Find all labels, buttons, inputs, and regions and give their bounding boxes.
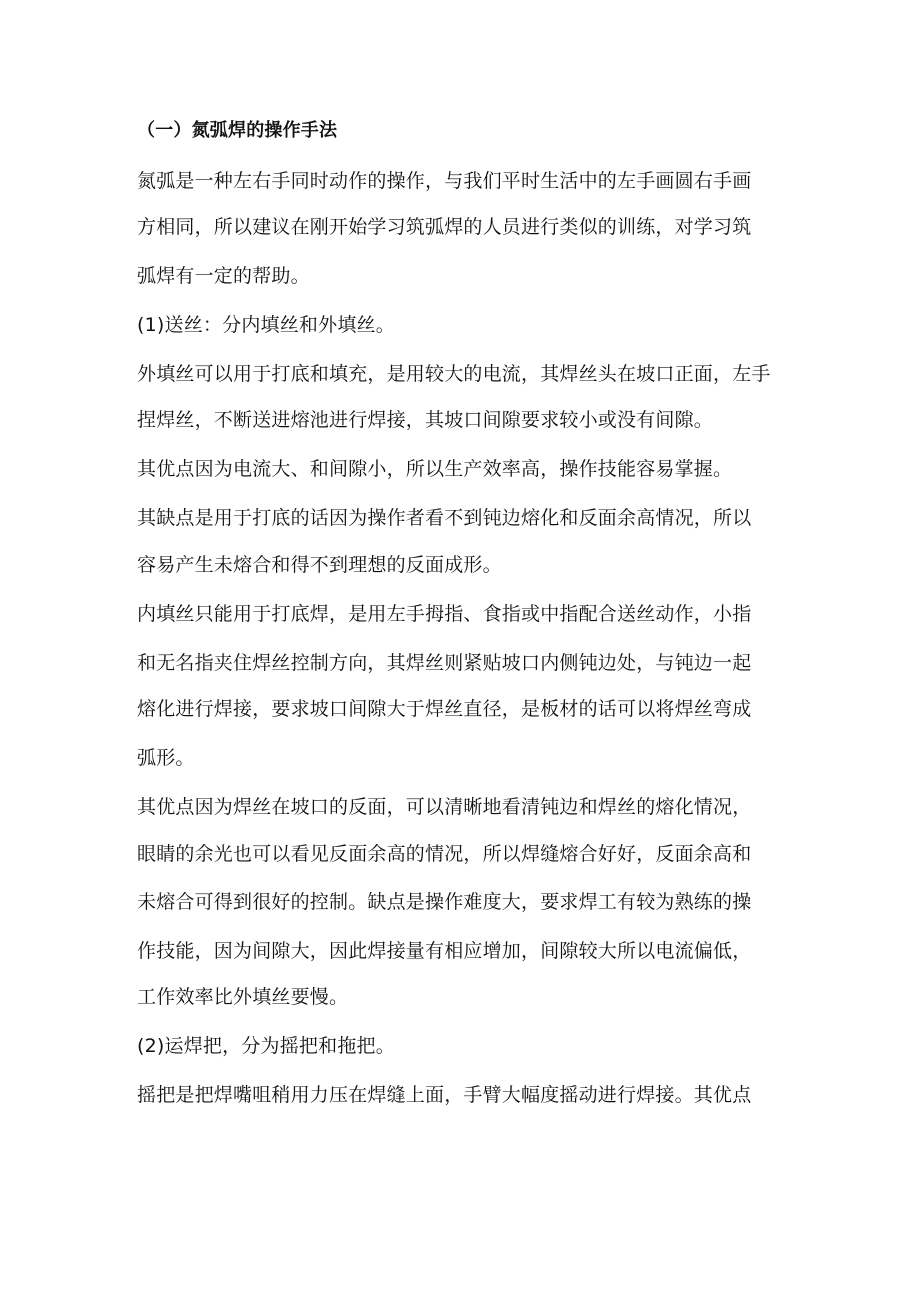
paragraph-line: 其优点因为电流大、和间隙小，所以生产效率高，操作技能容易掌握。 <box>137 458 733 480</box>
section-heading: （一）氮弧焊的操作手法 <box>137 120 338 141</box>
paragraph-line: 其缺点是用于打底的话因为操作者看不到钝边熔化和反面余高情况，所以 <box>137 507 752 529</box>
paragraph-line: 捏焊丝，不断送进熔池进行焊接，其坡口间隙要求较小或没有间隙。 <box>137 409 714 431</box>
paragraph-line: 其优点因为焊丝在坡口的反面，可以清晰地看清钝边和焊丝的熔化情况， <box>137 796 752 818</box>
paragraph-line: 眼睛的余光也可以看见反面余高的情况，所以焊缝熔合好好，反面余高和 <box>137 843 752 865</box>
paragraph-line: 弧焊有一定的帮助。 <box>137 265 310 287</box>
paragraph-line: 外填丝可以用于打底和填充，是用较大的电流，其焊丝头在坡口正面，左手 <box>137 363 771 385</box>
paragraph-line: 内填丝只能用于打底焊，是用左手拇指、食指或中指配合送丝动作，小指 <box>137 603 752 625</box>
paragraph-line: 作技能，因为间隙大，因此焊接量有相应增加，间隙较大所以电流偏低， <box>137 940 752 962</box>
paragraph-line: 和无名指夹住焊丝控制方向，其焊丝则紧贴坡口内侧钝边处，与钝边一起 <box>137 652 752 674</box>
paragraph-line: (1)送丝：分内填丝和外填丝。 <box>137 314 395 336</box>
paragraph-line: (2)运焊把，分为摇把和拖把。 <box>137 1035 395 1057</box>
paragraph-line: 工作效率比外填丝要慢。 <box>137 986 349 1008</box>
paragraph-line: 摇把是把焊嘴咀稍用力压在焊缝上面，手臂大幅度摇动进行焊接。其优点 <box>137 1084 752 1106</box>
paragraph-line: 氮弧是一种左右手同时动作的操作，与我们平时生活中的左手画圆右手画 <box>137 170 752 192</box>
paragraph-line: 方相同，所以建议在刚开始学习筑弧焊的人员进行类似的训练，对学习筑 <box>137 216 752 238</box>
paragraph-line: 容易产生未熔合和得不到理想的反面成形。 <box>137 554 502 576</box>
paragraph-line: 熔化进行焊接，要求坡口间隙大于焊丝直径，是板材的话可以将焊丝弯成 <box>137 698 752 720</box>
paragraph-line: 未熔合可得到很好的控制。缺点是操作难度大，要求焊工有较为熟练的操 <box>137 891 752 913</box>
paragraph-line: 弧形。 <box>137 747 195 769</box>
